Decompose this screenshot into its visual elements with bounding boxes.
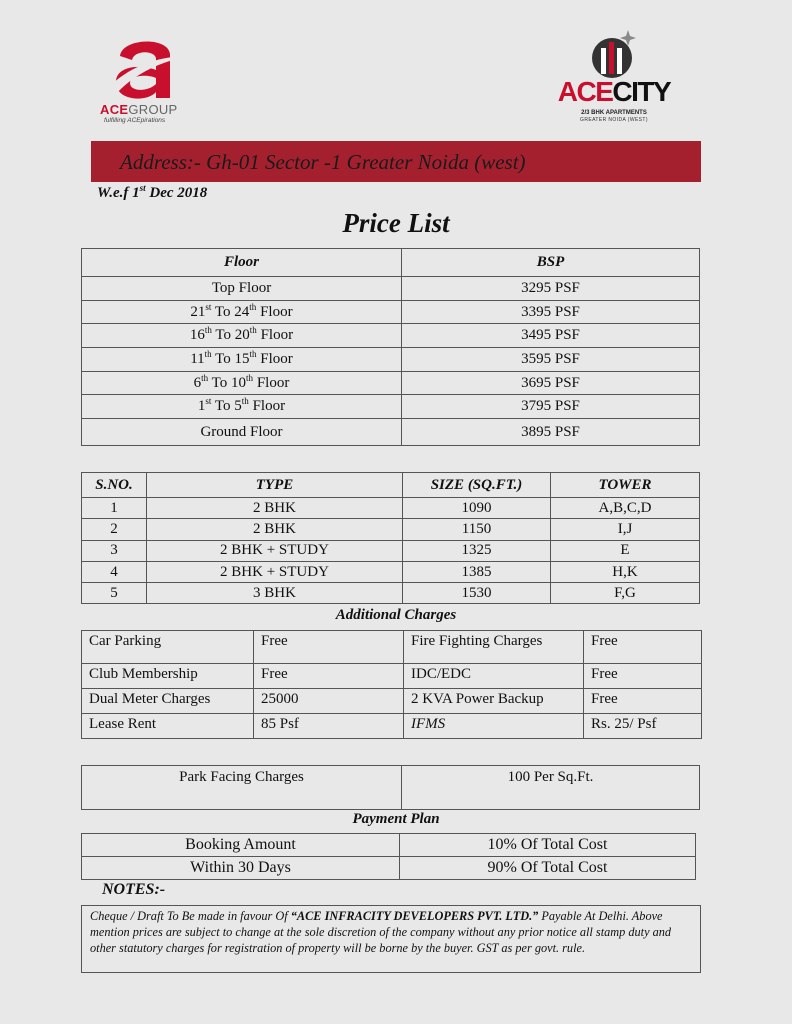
type-cell: 2 BHK (147, 498, 403, 519)
floor-cell: 21st To 24th Floor (82, 300, 402, 324)
park-facing-label: Park Facing Charges (82, 766, 402, 810)
floor-cell: Ground Floor (82, 419, 402, 446)
table-row (82, 540, 700, 561)
page-title: Price List (342, 208, 450, 238)
payment-plan-table (81, 833, 696, 880)
address-text: Address:- Gh-01 Sector -1 Greater Noida (west) (120, 150, 526, 174)
bsp-cell: 3495 PSF (402, 324, 700, 348)
bsp-cell: 3595 PSF (402, 348, 700, 372)
size-cell: 1385 (403, 561, 551, 582)
table-row (82, 348, 700, 372)
payment-plan-title: Payment Plan (352, 811, 440, 827)
ace-group-logo (98, 36, 208, 126)
charge-value: 25000 (254, 689, 404, 714)
floor-cell: 11th To 15th Floor (82, 348, 402, 372)
charge-value: Free (584, 631, 702, 664)
table-header: S.NO. (82, 473, 147, 498)
table-row (82, 561, 700, 582)
payment-stage: Booking Amount (82, 834, 400, 857)
charge-label: IFMS (404, 714, 584, 739)
ace-group-mark-icon (110, 36, 180, 102)
table-row (82, 519, 700, 540)
charge-label: IDC/EDC (404, 664, 584, 689)
charge-label: 2 KVA Power Backup (404, 689, 584, 714)
table-header: SIZE (SQ.FT.) (403, 473, 551, 498)
floor-cell: Top Floor (82, 277, 402, 301)
tower-cell: E (551, 540, 700, 561)
bsp-cell: 3295 PSF (402, 277, 700, 301)
table-header: TYPE (147, 473, 403, 498)
table-row (82, 277, 700, 301)
charge-label: Club Membership (82, 664, 254, 689)
table-row (82, 834, 696, 857)
table-row (82, 324, 700, 348)
ace-group-name: ACEGROUP (100, 102, 178, 117)
bsp-cell: 3695 PSF (402, 371, 700, 395)
floor-cell: 16th To 20th Floor (82, 324, 402, 348)
payment-stage: Within 30 Days (82, 857, 400, 880)
sno-cell: 1 (82, 498, 147, 519)
notes-text: Cheque / Draft To Be made in favour Of “ACE INFRACITY DEVELOPERS PVT. LTD.” Payable At Delhi. Above mention prices are subject to change at the sole discretion of the company without any prior notice all stamp duty and other statutory charges for registration of property will be borne by the buyer. GST as per govt. rule. (81, 905, 701, 973)
charge-label: Car Parking (82, 631, 254, 664)
tower-cell: H,K (551, 561, 700, 582)
floor-cell: 6th To 10th Floor (82, 371, 402, 395)
charge-value: 85 Psf (254, 714, 404, 739)
effective-date: W.e.f 1st Dec 2018 (97, 183, 208, 201)
tower-cell: F,G (551, 583, 700, 604)
table-header: TOWER (551, 473, 700, 498)
park-facing-table (81, 765, 700, 810)
table-row (82, 631, 702, 664)
charge-value: Free (584, 664, 702, 689)
type-cell: 2 BHK (147, 519, 403, 540)
tower-cell: A,B,C,D (551, 498, 700, 519)
ace-city-subtitle: 2/3 BHK APARTMENTS (581, 110, 647, 116)
tower-cell: I,J (551, 519, 700, 540)
notes-title: NOTES:- (102, 881, 166, 898)
table-row (82, 498, 700, 519)
charge-label: Fire Fighting Charges (404, 631, 584, 664)
charge-value: Free (254, 631, 404, 664)
size-cell: 1325 (403, 540, 551, 561)
table-row (82, 300, 700, 324)
type-cell: 2 BHK + STUDY (147, 540, 403, 561)
ace-city-logo (554, 24, 674, 124)
table-row (82, 766, 700, 810)
size-cell: 1150 (403, 519, 551, 540)
size-cell: 1530 (403, 583, 551, 604)
charge-value: Free (584, 689, 702, 714)
sno-cell: 4 (82, 561, 147, 582)
additional-charges-title: Additional Charges (335, 607, 457, 623)
charge-value: Free (254, 664, 404, 689)
table-row (82, 714, 702, 739)
charge-label: Dual Meter Charges (82, 689, 254, 714)
bsp-cell: 3895 PSF (402, 419, 700, 446)
ace-city-mark-icon (586, 28, 638, 80)
charge-value: Rs. 25/ Psf (584, 714, 702, 739)
type-cell: 2 BHK + STUDY (147, 561, 403, 582)
table-row (82, 583, 700, 604)
size-cell: 1090 (403, 498, 551, 519)
address-bar (91, 141, 701, 182)
floor-cell: 1st To 5th Floor (82, 395, 402, 419)
additional-charges-table (81, 630, 702, 739)
price-table (81, 248, 700, 446)
table-row (82, 857, 696, 880)
ace-city-name: ACECITY (557, 76, 671, 107)
charge-label: Lease Rent (82, 714, 254, 739)
table-header: Floor (82, 249, 402, 277)
table-row (82, 419, 700, 446)
unit-table (81, 472, 700, 604)
table-row (82, 664, 702, 689)
sno-cell: 5 (82, 583, 147, 604)
sno-cell: 2 (82, 519, 147, 540)
table-row (82, 689, 702, 714)
ace-group-tagline: fulfilling ACEpirations (104, 117, 166, 124)
payment-amount: 90% Of Total Cost (400, 857, 696, 880)
payment-amount: 10% Of Total Cost (400, 834, 696, 857)
type-cell: 3 BHK (147, 583, 403, 604)
table-row (82, 371, 700, 395)
bsp-cell: 3395 PSF (402, 300, 700, 324)
bsp-cell: 3795 PSF (402, 395, 700, 419)
ace-city-location: GREATER NOIDA (WEST) (580, 117, 648, 123)
table-row (82, 395, 700, 419)
sno-cell: 3 (82, 540, 147, 561)
table-header: BSP (402, 249, 700, 277)
park-facing-value: 100 Per Sq.Ft. (402, 766, 700, 810)
